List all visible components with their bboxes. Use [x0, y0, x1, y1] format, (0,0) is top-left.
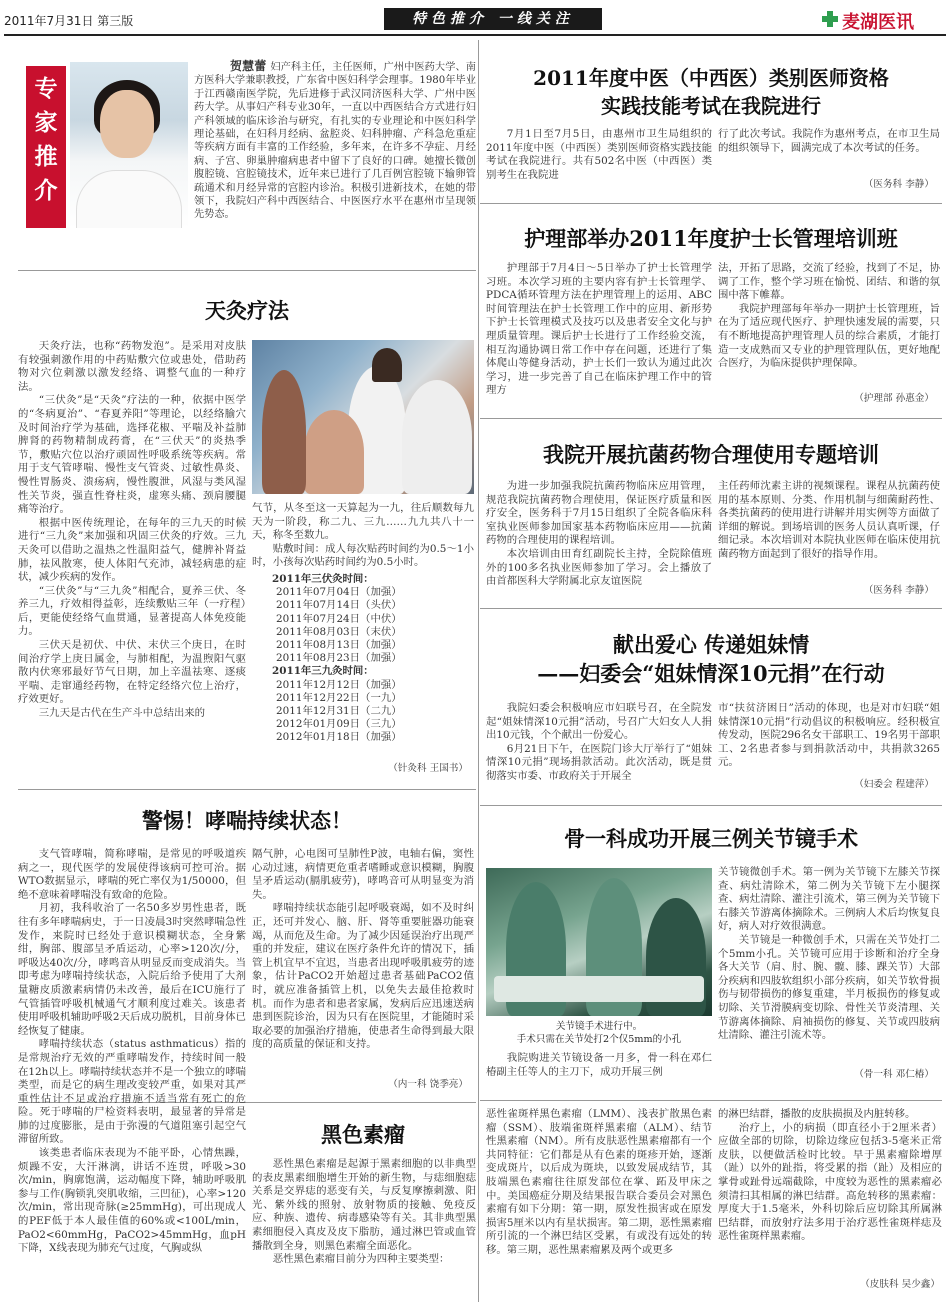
arthroscopy-photo	[486, 868, 712, 1016]
section-divider	[480, 418, 942, 419]
acupoint-date-item: 2011年07月14日（头伏）	[276, 599, 402, 612]
section-divider	[480, 1100, 942, 1101]
issue-date: 2011年7月31日 第三版	[4, 14, 134, 28]
header-rule	[4, 34, 946, 36]
expert-tag: 专家推介	[26, 66, 66, 228]
melanoma-body-3: 的淋巴结群，播散的皮肤损损及内脏转移。 治疗上，小的病损（即直径小于2厘米者）应做全部的切除，切除边缘应包括3-5毫米正常皮肤，以便做活检时比较。早于黑素瘤除增厚（趾）以外的趾指，将受累的指（趾）及相应的掌骨或趾骨远端截除，中度较为恶性的黑素瘤必须清扫其相属的淋巴结群。高危转移的黑素瘤：厚度大于1.5毫米，外科切除后应切除其所属淋巴结群，而放射疗法多用于治疗恶性雀斑样痣及恶性雀斑样黑素瘤。	[718, 1108, 942, 1243]
tianjiu-body-left: 天灸疗法，也称“药物发泡”。是采用对皮肤有较强刺激作用的中药贴敷穴位或患处，借助药物对穴位刺激以激发经络、调整气血的一种疗法。 “三伏灸”是“天灸”疗法的一种，依据中医学的“冬病夏治”、“春夏养阳”等理论，以经络腧穴及时间治疗学为基础，选择花椒、平喘及补益肺脾肾的药物精制成药膏，在“三伏天”的炎热季节，敷贴穴位以治疗顽固性呼吸系统等疾病。常用于支气管哮喘、慢性支气管炎、过敏性鼻炎、慢性胃肠炎、溃疡病，慢性腹泄，风湿与类风湿性关节炎，强直性脊柱炎，虚寒头痛、颈肩腰腿痛等治疗。 根据中医传统理论，在每年的三九天的时候进行“三九灸”来加强和巩固三伏灸的疗效。三九天灸可以借助之温热之性温阳益气，健脾补肾益肺，祛风散寒，使人体阳气充沛，减轻病患的症状，减少疾病的发作。 “三伏灸”与“三九灸”相配合，夏养三伏、冬养三九，疗效相得益彰，连续敷贴三年（一疗程）后，更能使经络气血贯通，显著提高人体免疫能力。 三伏天是初伏、中伏、末伏三个庚日，在时间治疗学上庚日属金，与肺相配，为温煦阳气驱散内伏寒邪最好节气日期，加上辛温祛寒、逐痰平喘、走窜通经药物，在特定经络穴位上治疗，疗效更好。 三九天是古代在生产斗中总结出来的	[18, 340, 246, 720]
dates-heading-2011: 2011年三伏灸时间：	[272, 573, 374, 585]
acupoint-date-item: 2011年12月22日（一九）	[276, 691, 402, 704]
tianjiu-signature: （针灸科 王国书）	[388, 763, 468, 774]
section-divider	[480, 203, 942, 204]
ortho-body-right: 关节镜微创手术。第一例为关节镜下左膝关节探查、病灶清除术，第二例为关节镜下左小腿探查、病灶清除、灌注引流术，第三例为关节镜下右膝关节游离体摘除术。三例病人术后均恢复良好，病人对疗效很满意。 关节镜是一种微创手术，只需在关节处打二个5mm小孔。关节镜可应用于诊断和治疗全身各大关节（肩、肘、腕、髋、膝、踝关节）大部分疾病和四肢软组织小部分疾病，如关节软骨损伤与韧带损伤的修复重建，半月板损伤的修复或切除、关节滑膜病变切除、骨性关节炎清理、关节游离体摘除、肩袖损伤的修复、关节或四肢病灶清除、灌注引流术等。	[718, 866, 940, 1042]
love-signature: （妇委会 程建萍）	[854, 779, 934, 790]
ortho-body-left: 我院购进关节镜设备一月多，骨一科在邓仁椿副主任等人的主刀下，成功开展三例	[486, 1052, 712, 1078]
acupoint-date-item: 2011年07月24日（中伏）	[276, 612, 402, 625]
exam-body-right: 行了此次考试。我院作为惠州考点，在市卫生局的组织领导下，圆满完成了本次考试的任务。	[718, 128, 940, 154]
article-title-ortho: 骨一科成功开展三例关节镜手术	[564, 826, 858, 851]
asthma-body-right: 隔气肿，心电图可呈肺性P波，电轴右偏，窦性心动过速，病情更危重者嗜睡或意识模糊，胸腹呈矛盾运动(膈肌疲劳)，哮鸣音可从明显变为消失。 哮喘持续状态能引起呼吸衰竭，如不及时纠正，还可并发心、脑、肝、肾等重要脏器功能衰竭，从而危及生命。为了减少因延误治疗出现严重的并发症，建议在医疗条件允许的情况下，插管上机宜早不宜迟，当患者出现呼吸肌疲劳的迹象，估计PaCO2开始超过患者基础PaCO2值时，就应准备插管上机，以免失去最佳抢救时机。而作为患者和患者家属，发病后应迅速送病患到医院诊治，因为只有在医院里，才能随时采取必要的加强治疗措施，使患者生命得到最大限度的高质量的保证和支持。	[252, 848, 474, 1051]
acupoint-date-item: 2011年12月31日（二九）	[276, 705, 402, 718]
column-divider	[478, 40, 479, 1302]
article-title-antibiotic: 我院开展抗菌药物合理使用专题培训	[543, 442, 879, 467]
nurse-body-right: 法，开拓了思路，交流了经验，找到了不足，协调了工作，整个学习班在愉悦、团结、和谐的氛围中落下帷幕。 我院护理部每年举办一期护士长管理班，旨在为了适应现代医疗、护理快速发展的需要，只有不断地提高护理管理人员的综合素质，才能打造一支成熟而又专业的护理管理队伍，更好地配合医疗，为临床提供护理保障。	[718, 262, 940, 370]
expert-name: 贺慧蕾	[230, 59, 267, 73]
section-banner: 特色推介 一线关注	[384, 8, 602, 30]
acupoint-date-item: 2011年12月12日（加强）	[276, 678, 402, 691]
article-title-asthma: 警惕！哮喘持续状态！	[142, 808, 352, 833]
section-divider	[480, 805, 942, 806]
tianjiu-dates	[272, 573, 476, 745]
acupoint-date-item: 2011年08月03日（末伏）	[276, 625, 402, 638]
red-cross-logo-icon	[822, 11, 838, 27]
exam-signature: （医务科 李静）	[863, 179, 934, 190]
newspaper-logo: 麦湖医讯	[842, 12, 914, 33]
love-body-left: 我院妇委会积极响应市妇联号召，在全院发起“姐妹情深10元捐”活动，号召广大妇女人人捐出10元钱，个个献出一份爱心。 6月21日下午，在医院门诊大厅举行了“姐妹情深10元捐”现场捐款活动。此次活动，既是贯彻落实市委、市政府关于开展全	[486, 702, 712, 782]
tianjiu-body-right: 气节，从冬至这一天算起为一九，往后顺数每九天为一阶段，称二九、三九……九九共八十一天，称冬至数九。 贴敷时间：成人每次贴药时间约为0.5～1小时，小孩每次贴药时间约为0.5小时。	[252, 502, 474, 569]
exam-body-left: 7月1日至7月5日，由惠州市卫生局组织的2011年度中医（中西医）类别医师资格实践技能考试在我院进行。共有502名中医（中西医）类别考生在我院进	[486, 128, 712, 181]
article-title-melanoma: 黑色素瘤	[321, 1122, 405, 1147]
acupoint-date-item: 2011年08月13日（加强）	[276, 639, 402, 652]
antibiotic-signature: （医务科 李静）	[863, 585, 934, 596]
dates-heading-2012: 2011年三九灸时间：	[272, 665, 374, 678]
article-title-nurse: 护理部举办2011年度护士长管理培训班	[524, 226, 898, 251]
nurse-body-left: 护理部于7月4日～5日举办了护士长管理学习班。本次学习班的主要内容有护士长管理学、PDCA循环管理方法在护理管理上的运用、ABC时间管理法在护士长管理工作中的应用、新形势下护士长管理模式及技巧以及患者安全文化与护理质量管理。课后护士长进行了工作经验交流，相互沟通协调日常工作中存在问题，还进行了集体爬山等健身活动，护士长们一致认为通过此次学习，进一步完善了自己在临床护理工作中的管理方	[486, 262, 712, 397]
acupoint-date-item: 2011年07月04日（加强）	[276, 586, 402, 599]
acupoint-date-item: 2012年01月18日（加强）	[276, 731, 402, 744]
article-title-tianjiu: 天灸疗法	[205, 298, 289, 323]
melanoma-body-2: 恶性雀斑样黑色素瘤（LMM）、浅表扩散黑色素瘤（SSM）、肢端雀斑样黑素瘤（ALM）、结节性黑素瘤（NM）。所有皮肤恶性黑素瘤都有一个共同特征：它们都是从有色素的斑疹开始，逐渐变成斑片，以后成为斑块，以致发展成结节，其肢端黑色素瘤往往原发部位在掌、跖及甲床之中。美国癌症分期及结果报告联合委员会对黑色素瘤有如下分期：第一期，原发性损害或在原发损害5厘米以内有星状损害。第二期，恶性黑素瘤所引流的一个淋巴结区受累，有或没有远处的转移。第三期，恶性黑素瘤累及两个或更多	[486, 1108, 712, 1256]
antibiotic-body-left: 为进一步加强我院抗菌药物临床应用管理，规范我院抗菌药物合理使用，保证医疗质量和医疗安全，医务科于7月15日组织了全院各临床科室执业医师参加国家基本药物临床应用——抗菌药物的合理使用的课程培训。 本次培训由田育红副院长主持，全院除值班外的100多名执业医师参加了学习。会上播放了由首都医科大学附属北京友谊医院	[486, 480, 712, 588]
asthma-body-left: 支气管哮喘，简称哮喘，是常见的呼吸道疾病之一，现代医学的发展使得该病可控可治。据WTO数据显示，哮喘的死亡率仅为1/50000，但绝不意味着哮喘没有致命的危险。 月初，我科收治了一名50多岁男性患者，既往有多年哮喘病史，于一日凌晨3时突然哮喘急性发作，来院时已经处于意识模糊状态，全身紫绀，胸部、腹部呈矛盾运动，心率>120次/分，呼吸达40次/分，哮鸣音从明显反而变成消失。当即考虑为哮喘持续状态，入院后给予使用了大剂量糖皮质激素病情仍未改善，最后在ICU施行了气管插管呼吸机械通气才顺利度过难关。该患者使用呼吸机辅助呼吸2天后成功脱机，目前身体已经恢复了健康。 哮喘持续状态（status asthmaticus）指的是常规治疗无效的严重哮喘发作，持续时间一般在12h以上。哮喘持续状态并不是一个独立的哮喘类型，而是它的病生理改变较严重，如果对其严重性估计不足或治疗措施不适当常有死亡的危险。死于哮喘的尸检资料表明，最显著的异常是肺的过度膨胀，是由于弥漫的气道阻塞引起空气滞留所致。 该类患者临床表现为不能平卧，心情焦躁，烦躁不安，大汗淋漓，讲话不连贯，呼吸>30次/min，胸廓饱满，运动幅度下降，辅助呼吸肌参与工作(胸锁乳突肌收缩，三凹征)，心率>120次/min，常出现奇脉(≥25mmHg)，可出现成人的PEF低于本人最佳值的60%或<100L/min，PaO2<60mmHg，PaCO2>45mmHg，血pH下降，X线表现为肺充气过度，气胸或纵	[18, 848, 246, 1255]
photo-caption: 关节镜手术进行中。 手术只需在关节处打2个仅5mm的小孔	[516, 1021, 682, 1045]
acupoint-date-item: 2011年08月23日（加强）	[276, 652, 402, 665]
melanoma-body-1: 恶性黑色素瘤是起源于黑素细胞的以非典型的表皮黑素细胞增生开始的新生物，与痣细胞痣关系是交界痣的恶变有关，与反复摩擦刺激、阳光、紫外线的照射、放射物质的接触、免疫反应、种族、遗传、病毒感染等有关。其非典型黑素细胞侵入真皮及皮下脂肪，通过淋巴管或血管播散到全身，则黑色素瘤全面恶化。 恶性黑色素瘤目前分为四种主要类型：	[252, 1158, 476, 1266]
melanoma-signature: （皮肤科 吴少鑫）	[860, 1279, 940, 1290]
expert-intro: 贺慧蕾 妇产科主任，主任医师，广州中医药大学、南方医科大学兼职教授，广东省中医妇科学会理事。1980年毕业于江西赣南医学院，先后进修于武汉同济医科大学、广州中医药大学。从事妇产科专业30年，一直以中西医结合方式进行妇产科领域的临床诊治与研究，有扎实的专业理论和中医妇科学理论基础，在妇科月经病、盆腔炎、妇科肿瘤、产科急危重症等疾病方面有丰富的工作经验，多年来，在许多不孕症、月经病、子宫、卵巢肿瘤病患者中留下了良好的口碑。她擅长微创腹腔镜、宫腔镜技术，近年来已进行了几百例宫腔镜下输卵管疏通术和月经异常的宫腔内诊治。积极引进新技术，在她的带领下，我院妇产科中西医结合、中医医疗水平在惠州市呈现领先势态。	[194, 59, 476, 221]
article-title-love: 献出爱心 传递姐妹情 ——妇委会“姐妹情深10元捐”在行动	[537, 632, 885, 686]
acupoint-date-item: 2012年01月09日（三九）	[276, 718, 402, 731]
asthma-signature: （内一科 饶季亮）	[388, 1079, 468, 1090]
nurse-signature: （护理部 孙惠金）	[854, 393, 934, 404]
expert-photo	[70, 62, 188, 228]
moxibustion-photo	[252, 340, 474, 494]
antibiotic-body-right: 主任药师沈素主讲的视频课程。课程从抗菌药使用的基本原则、分类、作用机制与细菌耐药性、各类抗菌药的使用进行讲解并用实例等方面做了详细的解说。到场培训的医务人员认真听课，仔细记录。本次培训对本院执业医师在临床使用抗菌药物方面起到了很好的指导作用。	[718, 480, 940, 560]
love-body-right: 市“扶贫济困日”活动的体现，也是对市妇联“姐妹情深10元捐”行动倡议的积极响应。经积极宣传发动，医院296名女干部职工、19名男干部职工、2名患者参与到捐款活动中，共捐款3265元。	[718, 702, 940, 769]
article-title-exam: 2011年度中医（中西医）类别医师资格 实践技能考试在我院进行	[533, 66, 889, 118]
section-divider	[480, 608, 942, 609]
section-divider	[18, 789, 476, 790]
section-divider	[18, 270, 476, 271]
ortho-signature: （骨一科 邓仁椿）	[854, 1069, 934, 1080]
